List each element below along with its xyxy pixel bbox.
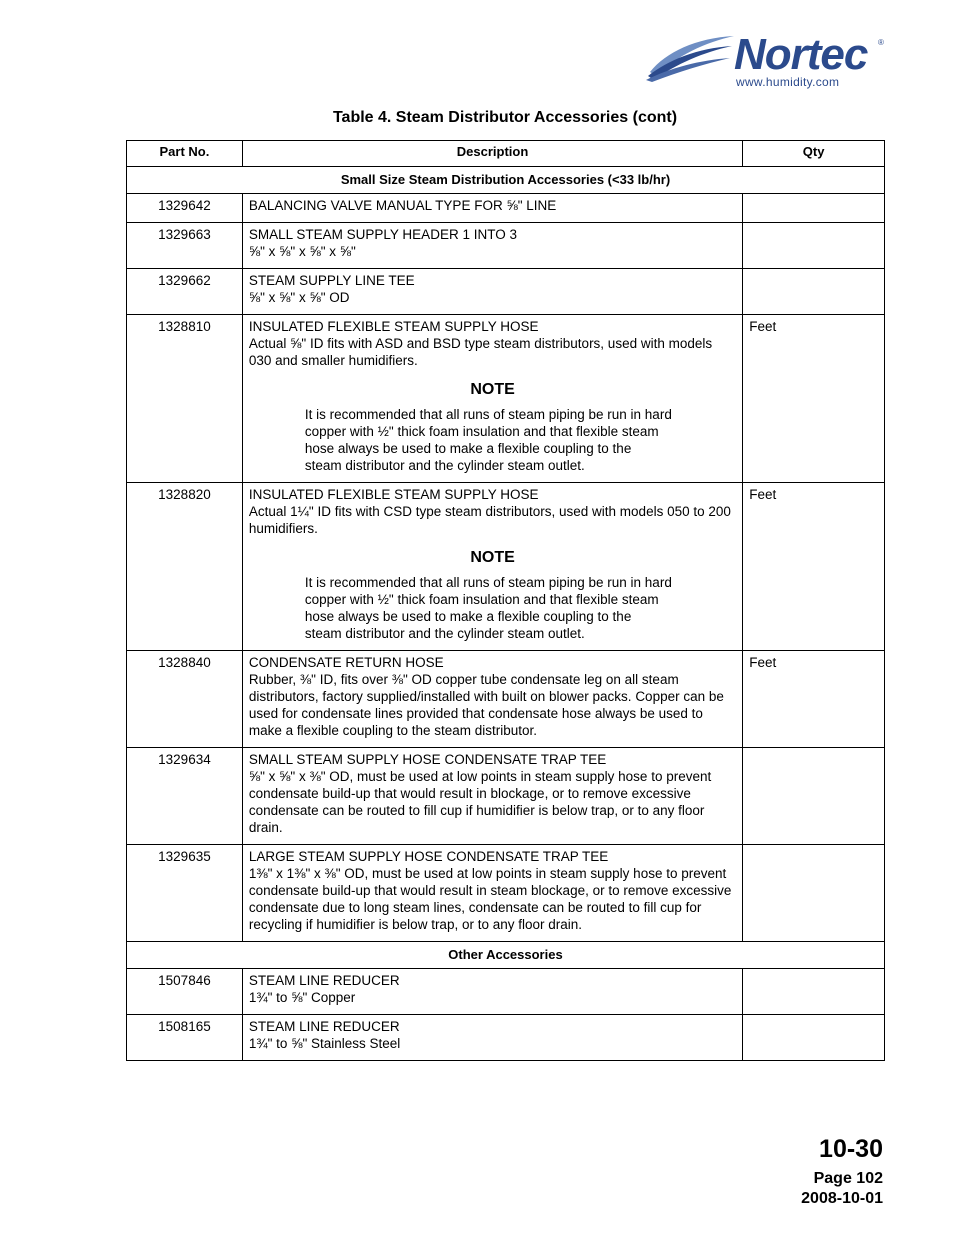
item-detail: 1⅜" x 1⅜" x ⅜" OD, must be used at low points in steam supply hose to prevent condensate build-up that would result in steam blockage, or to remove excessive condensate due to long steam lines, condensate can be routed to fill cup for recycling if humidifier is below trap, or to any floor drain.: [248, 866, 732, 932]
section-heading: Other Accessories: [127, 942, 885, 969]
page-code: 10-30: [819, 1135, 883, 1163]
note-line: It is recommended that all runs of steam piping be run in hard: [304, 407, 672, 422]
table-row: [127, 1015, 885, 1061]
table-row: [127, 223, 885, 269]
qty-cell: [743, 1015, 885, 1061]
note-title: NOTE: [470, 549, 515, 566]
table-row: [127, 969, 885, 1015]
part-number: 1507846: [127, 969, 243, 1015]
item-name: SMALL STEAM SUPPLY HOSE CONDENSATE TRAP TEE: [248, 752, 607, 767]
page-date: 2008-10-01: [801, 1190, 883, 1207]
item-name: INSULATED FLEXIBLE STEAM SUPPLY HOSE: [248, 487, 539, 502]
qty-cell: [743, 969, 885, 1015]
note-line: copper with ½" thick foam insulation and that flexible steam: [304, 592, 659, 607]
part-number: 1328810: [127, 315, 243, 483]
item-detail: Rubber, ⅜" ID, fits over ⅜" OD copper tube condensate leg on all steam distributors, factory supplied/installed with built on blower packs. Copper can be used for condensate lines provided that condensate hose always be used to make a flexible coupling to the steam distributor.: [248, 672, 724, 738]
registered-mark: ®: [878, 38, 884, 47]
description-cell: [242, 1015, 742, 1061]
item-detail: 1¾" to ⅝" Stainless Steel: [248, 1036, 401, 1051]
qty-cell: [743, 748, 885, 845]
qty-cell: [743, 223, 885, 269]
column-header-part: Part No.: [127, 141, 243, 167]
wave-icon: [646, 32, 738, 82]
qty-cell: [743, 845, 885, 942]
item-detail: ⅝" x ⅝" x ⅝" x ⅝": [248, 244, 356, 259]
qty-cell: Feet: [743, 483, 885, 651]
note-body: [305, 406, 686, 474]
item-name: INSULATED FLEXIBLE STEAM SUPPLY HOSE: [248, 319, 539, 334]
description-cell: [242, 315, 742, 483]
qty-cell: [743, 269, 885, 315]
note-line: steam distributor and the cylinder steam outlet.: [304, 458, 585, 473]
item-detail: ⅝" x ⅝" x ⅝" OD: [248, 290, 350, 305]
note-line: It is recommended that all runs of steam piping be run in hard: [304, 575, 672, 590]
qty-cell: Feet: [743, 651, 885, 748]
table-row: [127, 651, 885, 748]
table-row: [127, 483, 885, 651]
description-cell: [242, 194, 742, 223]
description-cell: [242, 845, 742, 942]
note-title: NOTE: [470, 381, 515, 398]
item-name: BALANCING VALVE MANUAL TYPE FOR ⅝" LINE: [248, 198, 557, 213]
part-number: 1329635: [127, 845, 243, 942]
description-cell: [242, 969, 742, 1015]
qty-cell: Feet: [743, 315, 885, 483]
description-cell: [242, 223, 742, 269]
description-cell: [242, 748, 742, 845]
note-line: copper with ½" thick foam insulation and that flexible steam: [304, 424, 659, 439]
description-cell: [242, 483, 742, 651]
item-name: STEAM LINE REDUCER: [248, 1019, 400, 1034]
description-cell: [242, 269, 742, 315]
section-heading-row: [127, 167, 885, 194]
part-number: 1329662: [127, 269, 243, 315]
page-footer: [801, 1135, 883, 1209]
table-row: [127, 194, 885, 223]
item-name: STEAM SUPPLY LINE TEE: [248, 273, 415, 288]
table-body: [127, 167, 885, 1061]
table-row: [127, 269, 885, 315]
table-title: Table 4. Steam Distributor Accessories (cont): [332, 109, 678, 126]
accessories-table: [126, 140, 885, 1061]
note-line: steam distributor and the cylinder steam outlet.: [304, 626, 585, 641]
table-row: [127, 845, 885, 942]
item-name: SMALL STEAM SUPPLY HEADER 1 INTO 3: [248, 227, 517, 242]
part-number: 1328820: [127, 483, 243, 651]
part-number: 1328840: [127, 651, 243, 748]
item-detail: Actual ⅝" ID fits with ASD and BSD type steam distributors, used with models 030 and smaller humidifiers.: [248, 336, 713, 368]
section-heading: Small Size Steam Distribution Accessories (<33 lb/hr): [127, 167, 885, 194]
section-heading-row: [127, 942, 885, 969]
item-detail: ⅝" x ⅝" x ⅜" OD, must be used at low points in steam supply hose to prevent condensate build-up that would result in blockage, or to remove excessive condensate can be routed to fill cup if humidifier is below trap, or to any floor drain.: [248, 769, 712, 835]
table-row: [127, 748, 885, 845]
item-detail: 1¾" to ⅝" Copper: [248, 990, 356, 1005]
column-header-qty: Qty: [743, 141, 885, 167]
page-number: Page 102: [813, 1170, 883, 1187]
note-line: hose always be used to make a flexible coupling to the: [304, 609, 632, 624]
item-name: LARGE STEAM SUPPLY HOSE CONDENSATE TRAP TEE: [248, 849, 609, 864]
item-name: CONDENSATE RETURN HOSE: [248, 655, 444, 670]
brand-url: www.humidity.com: [736, 75, 840, 89]
nortec-logo: [646, 30, 886, 92]
part-number: 1329634: [127, 748, 243, 845]
table-header-row: [127, 141, 885, 167]
brand-name: Nortec: [734, 30, 868, 79]
table-row: [127, 315, 885, 483]
description-cell: [242, 651, 742, 748]
part-number: 1508165: [127, 1015, 243, 1061]
item-detail: Actual 1¼" ID fits with CSD type steam distributors, used with models 050 to 200 humidifiers.: [248, 504, 731, 536]
item-name: STEAM LINE REDUCER: [248, 973, 400, 988]
column-header-description: Description: [242, 141, 742, 167]
note-line: hose always be used to make a flexible coupling to the: [304, 441, 632, 456]
note-body: [305, 574, 686, 642]
part-number: 1329663: [127, 223, 243, 269]
part-number: 1329642: [127, 194, 243, 223]
qty-cell: [743, 194, 885, 223]
